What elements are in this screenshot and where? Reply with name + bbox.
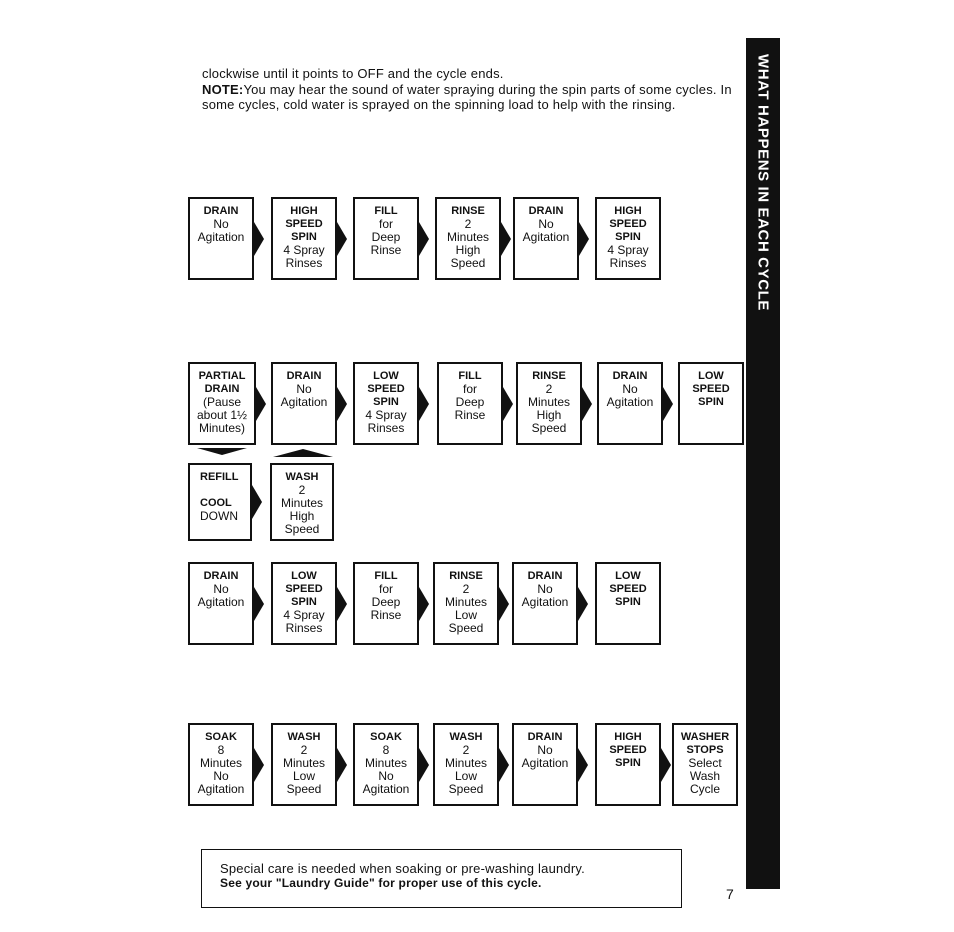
step-line: Minutes [280,496,324,510]
flow-arrow-icon [419,387,429,421]
step-line: SPEED [367,383,405,395]
step-line: Agitation [606,395,654,409]
step-line: 2 [462,743,470,757]
step-line: about 1½ [196,408,248,422]
flow-arrow-icon [578,748,588,782]
step-line: WASHER [680,731,730,743]
step-line: No [378,769,394,783]
step-line: Agitation [362,782,410,796]
step-line: REFILL [200,471,239,483]
step-line: High [289,509,315,523]
flow-arrow-icon [254,587,264,621]
step-line: High [455,243,481,257]
step-line: DRAIN [527,731,563,743]
step-line: Deep [455,395,485,409]
sequence2-top-step-3 [353,362,419,445]
sequence4-step-1 [188,723,254,806]
step-line: 4 Spray [365,408,407,422]
sequence2-top-step-5 [516,362,582,445]
sequence3-step-6 [595,562,661,645]
step-line: Agitation [197,595,245,609]
step-line: for [378,217,393,231]
step-line: Low [292,769,315,783]
step-line: LOW [615,570,641,582]
step-line: Speed [450,256,486,270]
step-line: DRAIN [203,570,239,582]
step-line: DRAIN [286,370,322,382]
step-line: FILL [458,370,482,382]
step-line: Minutes [444,756,488,770]
step-line: 2 [298,483,306,497]
flow-arrow-icon [337,748,347,782]
sequence1-step-3 [353,197,419,280]
flow-arrow-icon [254,748,264,782]
sequence2-top-step-1 [188,362,256,445]
step-line: Minutes [527,395,571,409]
step-line: LOW [698,370,724,382]
step-line: No [213,769,229,783]
flow-arrow-icon [499,748,509,782]
flow-arrow-icon [337,222,347,256]
step-line: Select [688,756,722,770]
step-line: Rinse [454,408,486,422]
step-line: Speed [284,522,320,536]
sequence4-step-2 [271,723,337,806]
step-line: HIGH [290,205,318,217]
intro-line: clockwise until it points to OFF and the cycle ends. [202,66,504,81]
sequence4-step-4 [433,723,499,806]
step-line: No [213,582,229,596]
sequence4-step-6 [595,723,661,806]
step-line: SPIN [291,231,317,243]
sequence4-step-7 [672,723,738,806]
step-line: FILL [374,570,398,582]
step-line: COOL [200,497,232,509]
side-tab-title: WHAT HAPPENS IN EACH CYCLE [754,54,772,311]
step-line: Minutes [446,230,490,244]
step-line: 2 [462,582,470,596]
step-line: No [296,382,312,396]
step-line: 8 [217,743,225,757]
step-line: LOW [373,370,399,382]
flow-arrow-icon [337,587,347,621]
step-line: SPIN [291,596,317,608]
step-line: Agitation [522,230,570,244]
step-line: Agitation [521,756,569,770]
step-line: SPIN [615,231,641,243]
step-line: High [536,408,562,422]
flow-arrow-icon [582,387,592,421]
step-line: No [537,743,553,757]
step-line: DRAIN [204,383,240,395]
down-arrow-icon [197,448,247,455]
step-line: 4 Spray [607,243,649,257]
step-line: 4 Spray [283,608,325,622]
step-line: Rinse [370,243,402,257]
step-line: Wash [689,769,721,783]
step-line: Cycle [689,782,720,796]
step-line: RINSE [449,570,483,582]
step-line: SOAK [205,731,237,743]
step-line: Agitation [197,230,245,244]
intro-text [202,66,747,113]
step-line: DOWN [200,509,238,523]
sequence2-bottom-step-1 [188,463,252,541]
step-line: Agitation [197,782,245,796]
step-line: Rinses [285,621,323,635]
flow-arrow-icon [337,387,347,421]
step-line: SPEED [609,583,647,595]
step-line: DRAIN [203,205,239,217]
step-line: SOAK [370,731,402,743]
sequence3-step-2 [271,562,337,645]
sequence3-step-3 [353,562,419,645]
note-text: You may hear the sound of water spraying during the spin parts of some cycles. In some cycles, cold water is sprayed on the spinning load to help with the rinsing. [202,81,732,112]
step-line: Speed [448,782,484,796]
step-line: Minutes [199,756,243,770]
step-line: LOW [291,570,317,582]
sequence4-step-5 [512,723,578,806]
step-line: Deep [371,230,401,244]
step-line: HIGH [614,731,642,743]
step-line: FILL [374,205,398,217]
step-line: Agitation [521,595,569,609]
flow-arrow-icon [661,748,671,782]
step-line: RINSE [451,205,485,217]
flow-arrow-icon [419,222,429,256]
sequence1-step-6 [595,197,661,280]
step-line: Deep [371,595,401,609]
step-line: Speed [286,782,322,796]
sequence2-top-step-2 [271,362,337,445]
step-line: 8 [382,743,390,757]
flow-arrow-icon [252,485,262,519]
step-line: 2 [545,382,553,396]
step-line: 2 [464,217,472,231]
flow-arrow-icon [256,387,266,421]
sequence1-step-1 [188,197,254,280]
step-line: Speed [531,421,567,435]
step-line: Rinses [367,421,405,435]
page-number: 7 [726,886,734,902]
step-line: SPEED [285,583,323,595]
step-line: SPIN [615,596,641,608]
step-line: DRAIN [527,570,563,582]
step-line: DRAIN [612,370,648,382]
step-line: STOPS [686,744,724,756]
step-line: Agitation [280,395,328,409]
step-line: for [462,382,477,396]
step-line: WASH [287,731,321,743]
note-line-1: Special care is needed when soaking or pre-washing laundry. [220,861,585,876]
step-line [200,484,203,497]
step-line: Speed [448,621,484,635]
flow-arrow-icon [254,222,264,256]
step-line: 2 [300,743,308,757]
sequence3-step-1 [188,562,254,645]
step-line: Minutes [444,595,488,609]
sequence2-top-step-4 [437,362,503,445]
step-line: SPEED [609,744,647,756]
step-line: Minutes [282,756,326,770]
flow-arrow-icon [663,387,673,421]
sequence1-step-4 [435,197,501,280]
step-line: 4 Spray [283,243,325,257]
flow-arrow-icon [578,587,588,621]
flow-arrow-icon [579,222,589,256]
flow-arrow-icon [419,748,429,782]
step-line: No [538,217,554,231]
step-line: SPEED [609,218,647,230]
flow-arrow-icon [499,587,509,621]
sequence3-step-5 [512,562,578,645]
note-line-2: See your "Laundry Guide" for proper use of this cycle. [220,876,542,890]
step-line: for [378,582,393,596]
sequence2-top-step-6 [597,362,663,445]
step-line: Low [454,769,477,783]
step-line: Rinse [370,608,402,622]
step-line: PARTIAL [198,370,246,382]
step-line: (Pause [202,395,242,409]
sequence2-bottom-step-2 [270,463,334,541]
flow-arrow-icon [501,222,511,256]
step-line: No [537,582,553,596]
step-line: Low [454,608,477,622]
side-tab [746,38,780,889]
sequence4-step-3 [353,723,419,806]
step-line: Minutes [364,756,408,770]
sequence1-step-2 [271,197,337,280]
step-line: WASH [285,471,319,483]
note-label: NOTE: [202,81,244,97]
up-arrow-icon [273,449,333,457]
step-line: DRAIN [528,205,564,217]
note-paragraph [202,82,747,113]
step-line: RINSE [532,370,566,382]
special-care-note [201,849,682,908]
step-line: WASH [449,731,483,743]
flow-arrow-icon [419,587,429,621]
step-line: SPIN [698,396,724,408]
step-line: HIGH [614,205,642,217]
step-line: SPEED [285,218,323,230]
step-line: No [213,217,229,231]
sequence1-step-5 [513,197,579,280]
flow-arrow-icon [503,387,513,421]
step-line: Rinses [609,256,647,270]
step-line: SPEED [692,383,730,395]
sequence3-step-4 [433,562,499,645]
step-line: Minutes) [198,421,245,435]
sequence2-top-step-7 [678,362,744,445]
step-line: SPIN [373,396,399,408]
step-line: Rinses [285,256,323,270]
step-line: No [622,382,638,396]
step-line: SPIN [615,757,641,769]
